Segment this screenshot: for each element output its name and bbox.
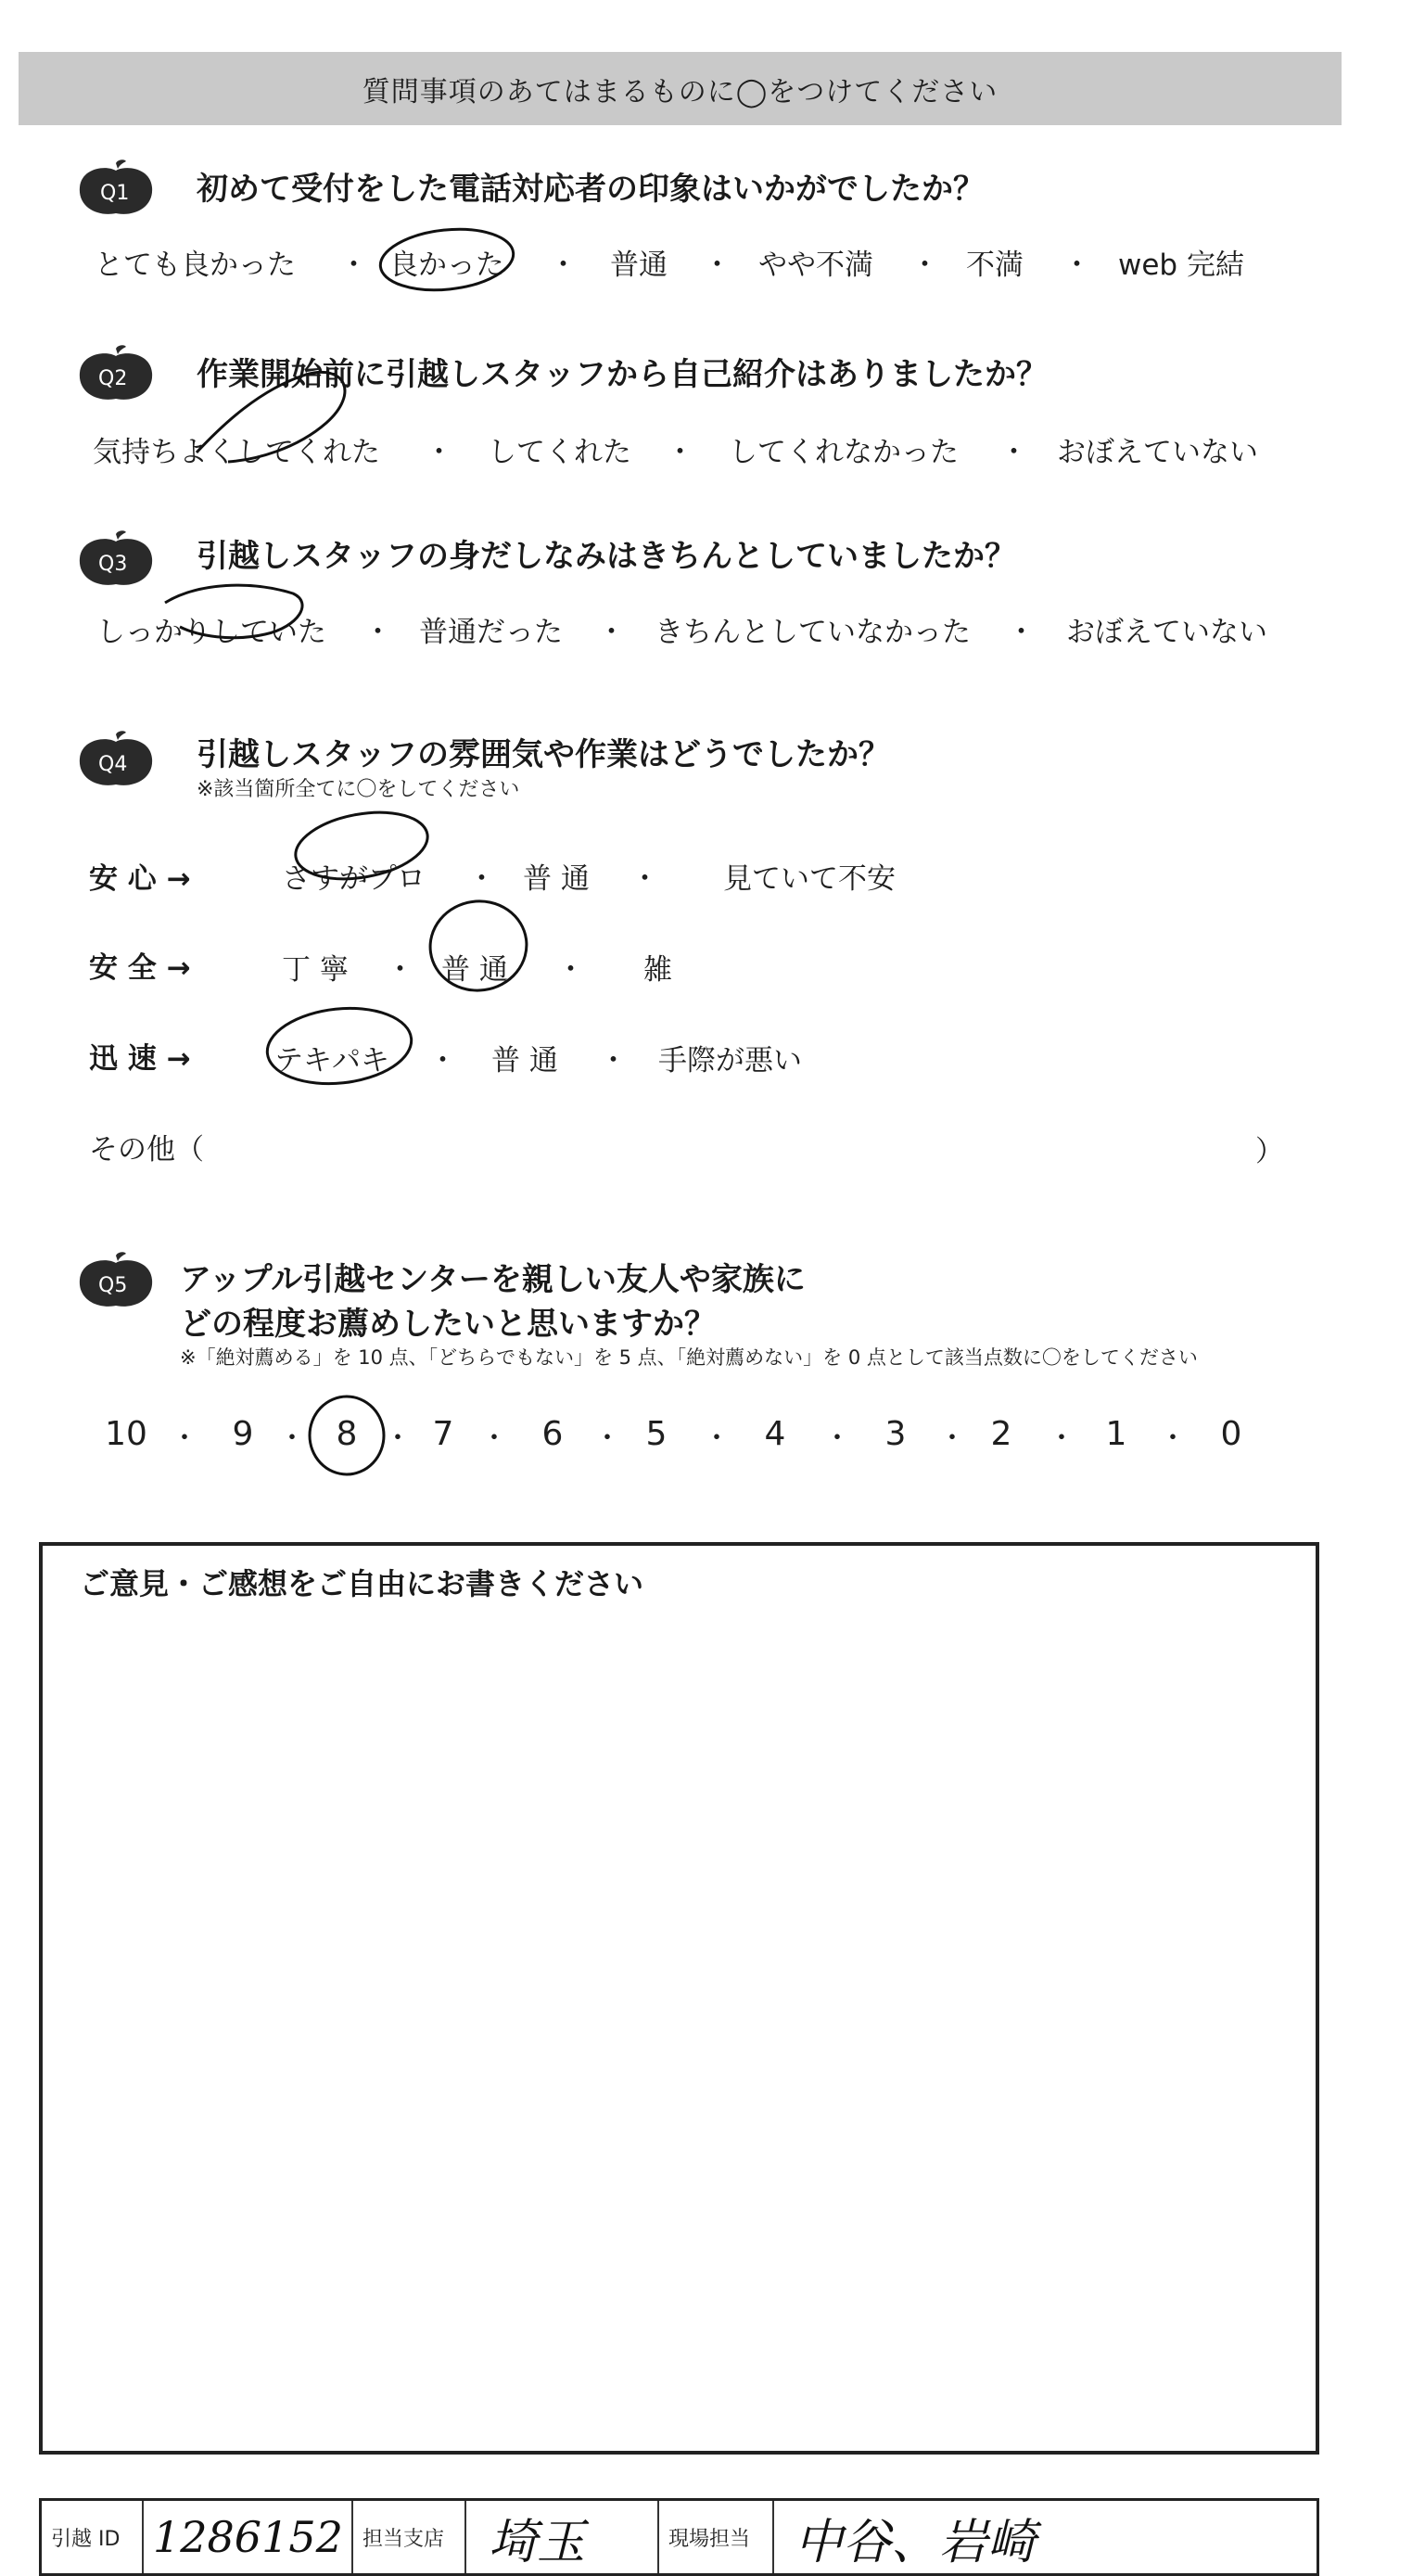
q1-badge-label: Q1 (100, 182, 130, 205)
q4-anshin-option-2[interactable]: 普 通 (523, 862, 590, 896)
footer-id-label: 引越 ID (51, 2527, 121, 2551)
q1-option-1[interactable]: とても良かった (95, 249, 296, 282)
q4-row-anshin-options (0, 855, 1412, 896)
q4-note: ※該当箇所全てに〇をしてください (197, 778, 520, 801)
q1-badge (76, 159, 156, 219)
q2-option-4[interactable]: おぼえていない (1057, 436, 1258, 469)
q2-option-3[interactable]: してくれなかった (729, 436, 959, 469)
comment-box[interactable] (39, 1542, 1319, 2455)
q5-score-3[interactable]: 3 (884, 1415, 907, 1453)
option-separator: ・ (599, 1044, 628, 1078)
q4-row-jinsoku-label: 迅 速 → (89, 1042, 191, 1076)
q5-badge (76, 1252, 156, 1311)
footer-branch-value: 埼玉 (489, 2514, 586, 2570)
option-separator: ・ (339, 249, 368, 282)
q5-badge-label: Q5 (98, 1274, 128, 1297)
q4-jinsoku-option-1[interactable]: テキパキ (274, 1044, 389, 1078)
option-separator: ・ (666, 436, 694, 469)
option-separator: ・ (556, 953, 585, 987)
q1-options (0, 241, 1412, 282)
footer-staff-value-cell[interactable] (774, 2501, 1317, 2573)
q1-option-6[interactable]: web 完結 (1118, 249, 1244, 282)
q2-options (0, 428, 1412, 469)
q5-score-4[interactable]: 4 (764, 1415, 786, 1453)
q1-option-2[interactable]: 良かった (389, 249, 504, 282)
option-separator: ・ (630, 862, 659, 896)
q5-score-7[interactable]: 7 (432, 1415, 454, 1453)
q4-anzen-option-1[interactable]: 丁 寧 (282, 953, 349, 987)
q1-title: 初めて受付をした電話対応者の印象はいかがでしたか？ (197, 171, 985, 208)
q5-score-0[interactable]: 0 (1220, 1415, 1242, 1453)
q5-score-1[interactable]: 1 (1105, 1415, 1127, 1453)
option-separator: ・ (703, 1422, 731, 1455)
option-separator: ・ (593, 1422, 621, 1455)
q5-scale (0, 1415, 1412, 1456)
q1-option-5[interactable]: 不満 (966, 249, 1024, 282)
option-separator: ・ (1007, 616, 1036, 649)
option-separator: ・ (1159, 1422, 1187, 1455)
option-separator: ・ (703, 249, 731, 282)
q4-row-anzen-options (0, 946, 1412, 987)
q5-note: ※「絶対薦める」を 10 点、「どちらでもない」を 5 点、「絶対薦めない」を 0 点として該当点数に〇をしてください (180, 1346, 1198, 1369)
q4-row-jinsoku-options (0, 1037, 1412, 1078)
option-separator: ・ (480, 1422, 508, 1455)
q4-badge-label: Q4 (98, 753, 128, 776)
q4-row-anzen-label: 安 全 → (89, 951, 191, 985)
option-separator: ・ (823, 1422, 851, 1455)
q2-option-2[interactable]: してくれた (488, 436, 631, 469)
option-separator: ・ (597, 616, 626, 649)
footer-staff-label: 現場担当 (668, 2527, 751, 2551)
q1-option-3[interactable]: 普通 (610, 249, 668, 282)
q3-badge (76, 530, 156, 590)
q5-score-10[interactable]: 10 (105, 1415, 147, 1453)
q3-option-2[interactable]: 普通だった (419, 616, 563, 649)
q2-badge-label: Q2 (98, 367, 128, 390)
q4-anzen-option-2[interactable]: 普 通 (441, 953, 508, 987)
q5-score-8[interactable]: 8 (336, 1415, 358, 1453)
option-separator: ・ (910, 249, 939, 282)
footer-id-value-cell[interactable] (144, 2501, 353, 2573)
option-separator: ・ (1048, 1422, 1075, 1455)
q5-title-line2: どの程度お薦めしたいと思いますか？ (180, 1306, 716, 1343)
q4-jinsoku-option-3[interactable]: 手際が悪い (658, 1044, 802, 1078)
header-bar (19, 52, 1342, 125)
footer-table (39, 2498, 1319, 2576)
option-separator: ・ (278, 1422, 306, 1455)
q4-title: 引越しスタッフの雰囲気や作業はどうでしたか？ (197, 736, 890, 773)
header-title: 質問事項のあてはまるものに◯をつけてください (362, 75, 999, 108)
q1-option-4[interactable]: やや不満 (758, 249, 873, 282)
q4-other-close: ） (1255, 1135, 1284, 1168)
option-separator: ・ (363, 616, 392, 649)
q4-jinsoku-option-2[interactable]: 普 通 (491, 1044, 558, 1078)
option-separator: ・ (428, 1044, 457, 1078)
option-separator: ・ (999, 436, 1028, 469)
q4-anzen-option-3[interactable]: 雑 (643, 953, 672, 987)
footer-staff-value: 中谷、岩崎 (795, 2514, 1037, 2570)
q5-score-6[interactable]: 6 (541, 1415, 564, 1453)
q2-title: 作業開始前に引越しスタッフから自己紹介はありましたか？ (197, 356, 1048, 393)
footer-id-value: 1286152 (153, 2512, 343, 2562)
footer-branch-value-cell[interactable] (466, 2501, 659, 2573)
option-separator: ・ (171, 1422, 198, 1455)
option-separator: ・ (1062, 249, 1091, 282)
q4-anshin-option-3[interactable]: 見ていて不安 (723, 862, 896, 896)
q3-option-3[interactable]: きちんとしていなかった (655, 616, 971, 649)
q3-option-1[interactable]: しっかりしていた (96, 616, 326, 649)
footer-branch-label: 担当支店 (363, 2527, 445, 2551)
footer-branch-label-cell (353, 2501, 466, 2573)
q5-score-2[interactable]: 2 (990, 1415, 1012, 1453)
q5-title-line1: アップル引越センターを親しい友人や家族に (180, 1261, 806, 1298)
option-separator: ・ (384, 1422, 412, 1455)
footer-staff-label-cell (659, 2501, 774, 2573)
comment-title: ご意見・ご感想をご自由にお書きください (80, 1566, 644, 1601)
q3-badge-label: Q3 (98, 553, 128, 576)
q4-anshin-option-1[interactable]: さすがプロ (282, 862, 426, 896)
q5-score-5[interactable]: 5 (645, 1415, 668, 1453)
q5-score-9[interactable]: 9 (232, 1415, 254, 1453)
q3-options (0, 608, 1412, 649)
option-separator: ・ (938, 1422, 966, 1455)
q4-badge (76, 731, 156, 790)
option-separator: ・ (549, 249, 578, 282)
footer-id-label-cell (42, 2501, 144, 2573)
option-separator: ・ (425, 436, 453, 469)
q2-option-1[interactable]: 気持ちよくしてくれた (93, 436, 380, 469)
q3-option-4[interactable]: おぼえていない (1066, 616, 1267, 649)
option-separator: ・ (467, 862, 496, 896)
q3-title: 引越しスタッフの身だしなみはきちんとしていましたか？ (197, 538, 1016, 575)
q4-other-label: その他（ (89, 1133, 204, 1167)
q4-row-anshin-label: 安 心 → (89, 862, 191, 896)
option-separator: ・ (386, 953, 414, 987)
q2-badge (76, 345, 156, 404)
